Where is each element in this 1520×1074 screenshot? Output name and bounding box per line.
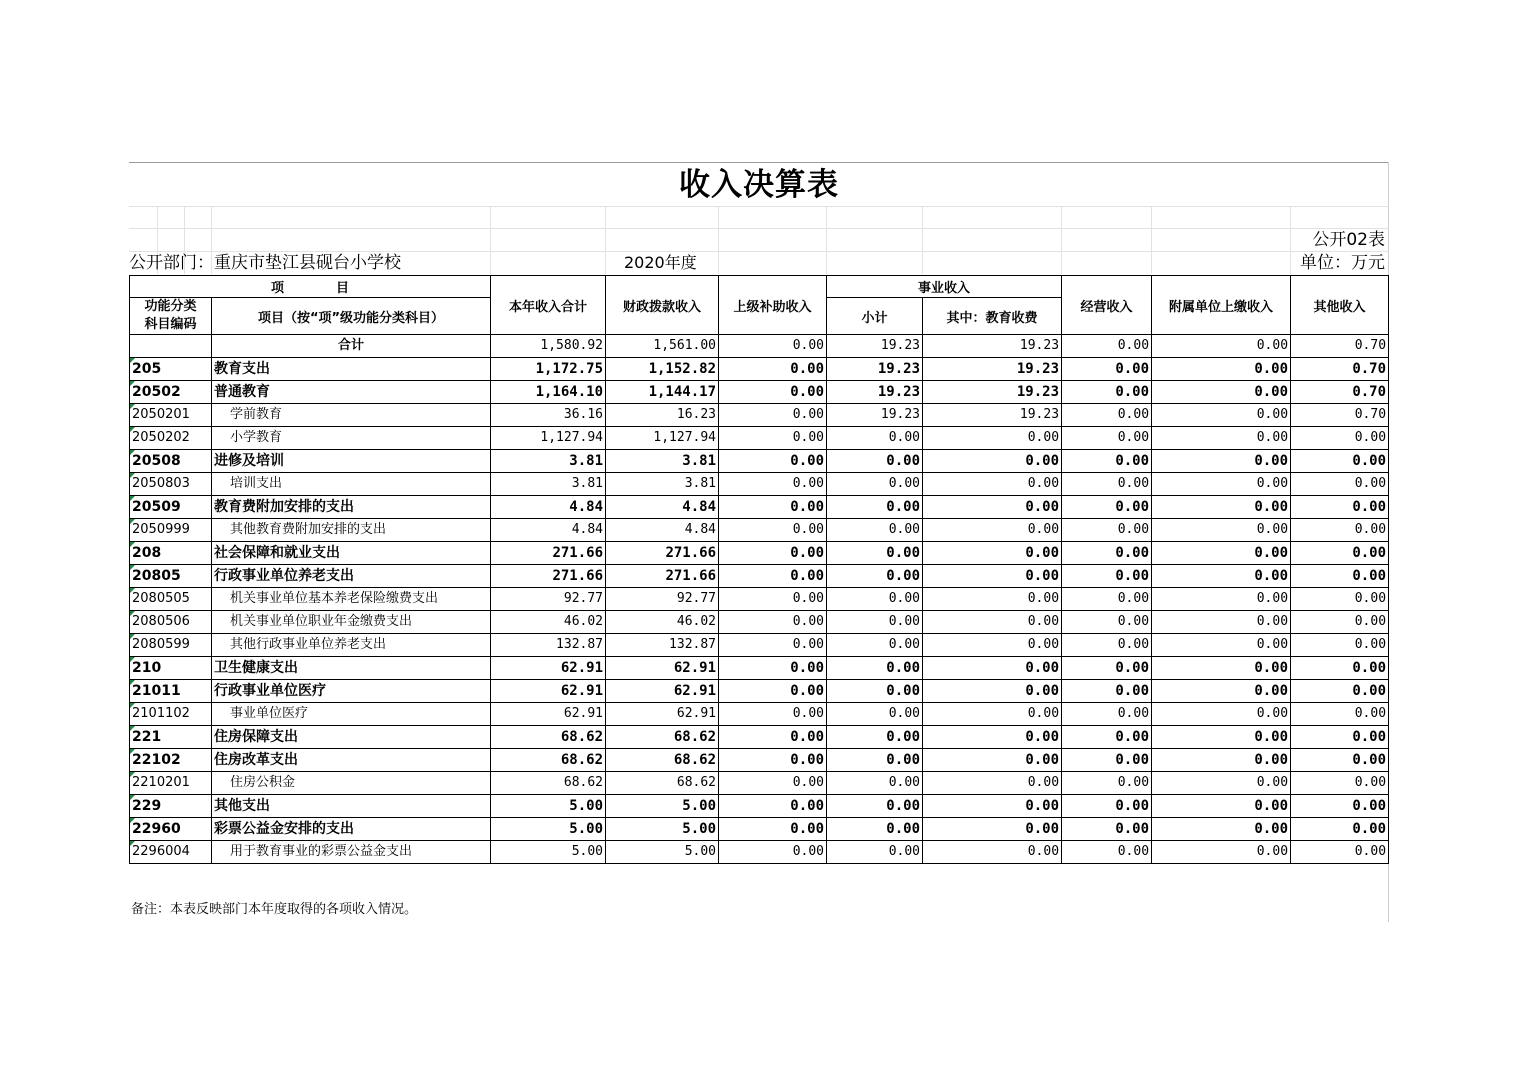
- cell-operating: 0.00: [1062, 427, 1152, 450]
- cell-fiscal: 1,144.17: [606, 381, 719, 404]
- cell-edu-fee: 0.00: [923, 749, 1062, 772]
- cell-code: 2080599: [130, 634, 212, 657]
- cell-item-name: 学前教育: [212, 404, 491, 427]
- cell-item-name: 机关事业单位基本养老保险缴费支出: [212, 588, 491, 611]
- cell-affiliated: 0.00: [1152, 772, 1291, 795]
- cell-other: 0.00: [1291, 496, 1389, 519]
- cell-subtotal: 0.00: [827, 427, 923, 450]
- cell-operating: 0.00: [1062, 473, 1152, 496]
- cell-code: 20502: [130, 381, 212, 404]
- cell-other: 0.00: [1291, 657, 1389, 680]
- cell-affiliated: 0.00: [1152, 335, 1291, 358]
- cell-item-name: 普通教育: [212, 381, 491, 404]
- cell-code: 2080505: [130, 588, 212, 611]
- cell-fiscal: 62.91: [606, 680, 719, 703]
- cell-superior: 0.00: [719, 657, 827, 680]
- cell-total: 1,172.75: [491, 358, 606, 381]
- cell-item-name: 住房改革支出: [212, 749, 491, 772]
- cell-affiliated: 0.00: [1152, 795, 1291, 818]
- table-row: [130, 496, 1389, 519]
- cell-fiscal: 5.00: [606, 841, 719, 864]
- cell-operating: 0.00: [1062, 795, 1152, 818]
- table-row: [130, 588, 1389, 611]
- cell-item-name: 其他教育费附加安排的支出: [212, 519, 491, 542]
- cell-item-name: 其他行政事业单位养老支出: [212, 634, 491, 657]
- cell-operating: 0.00: [1062, 565, 1152, 588]
- cell-superior: 0.00: [719, 772, 827, 795]
- cell-subtotal: 0.00: [827, 450, 923, 473]
- cell-superior: 0.00: [719, 749, 827, 772]
- cell-subtotal: 0.00: [827, 657, 923, 680]
- cell-other: 0.00: [1291, 749, 1389, 772]
- cell-subtotal: 0.00: [827, 703, 923, 726]
- cell-affiliated: 0.00: [1152, 703, 1291, 726]
- cell-operating: 0.00: [1062, 588, 1152, 611]
- header-item-group: 项 目: [130, 276, 491, 298]
- cell-total: 271.66: [491, 542, 606, 565]
- cell-fiscal: 62.91: [606, 657, 719, 680]
- cell-affiliated: 0.00: [1152, 611, 1291, 634]
- header-func-code: 功能分类 科目编码: [130, 298, 212, 335]
- cell-edu-fee: 0.00: [923, 703, 1062, 726]
- table-row: [130, 565, 1389, 588]
- grid-line: [1061, 206, 1062, 274]
- cell-fiscal: 132.87: [606, 634, 719, 657]
- cell-other: 0.00: [1291, 611, 1389, 634]
- cell-other: 0.00: [1291, 726, 1389, 749]
- cell-total: 1,127.94: [491, 427, 606, 450]
- cell-item-name: 机关事业单位职业年金缴费支出: [212, 611, 491, 634]
- cell-affiliated: 0.00: [1152, 726, 1291, 749]
- cell-total: 5.00: [491, 795, 606, 818]
- cell-subtotal: 0.00: [827, 634, 923, 657]
- cell-total: 46.02: [491, 611, 606, 634]
- cell-fiscal: 1,152.82: [606, 358, 719, 381]
- cell-fiscal: 271.66: [606, 565, 719, 588]
- table-row: [130, 680, 1389, 703]
- cell-fiscal: 5.00: [606, 795, 719, 818]
- cell-item-name: 合计: [212, 335, 491, 358]
- cell-item-name: 住房保障支出: [212, 726, 491, 749]
- cell-operating: 0.00: [1062, 542, 1152, 565]
- table-row: [130, 404, 1389, 427]
- cell-total: 62.91: [491, 657, 606, 680]
- cell-code: 2296004: [130, 841, 212, 864]
- cell-code: 22102: [130, 749, 212, 772]
- cell-superior: 0.00: [719, 703, 827, 726]
- cell-item-name: 用于教育事业的彩票公益金支出: [212, 841, 491, 864]
- cell-edu-fee: 0.00: [923, 542, 1062, 565]
- cell-affiliated: 0.00: [1152, 749, 1291, 772]
- cell-affiliated: 0.00: [1152, 841, 1291, 864]
- cell-item-name: 教育支出: [212, 358, 491, 381]
- cell-subtotal: 0.00: [827, 795, 923, 818]
- cell-superior: 0.00: [719, 427, 827, 450]
- cell-other: 0.00: [1291, 542, 1389, 565]
- cell-code: 2101102: [130, 703, 212, 726]
- cell-subtotal: 19.23: [827, 358, 923, 381]
- department-label: 公开部门：重庆市垫江县砚台小学校: [129, 253, 401, 273]
- cell-affiliated: 0.00: [1152, 404, 1291, 427]
- cell-other: 0.00: [1291, 818, 1389, 841]
- income-table: [129, 275, 1389, 864]
- cell-total: 62.91: [491, 703, 606, 726]
- cell-edu-fee: 19.23: [923, 358, 1062, 381]
- cell-other: 0.70: [1291, 335, 1389, 358]
- cell-superior: 0.00: [719, 634, 827, 657]
- table-body: [130, 335, 1389, 864]
- grid-line: [129, 206, 1389, 207]
- cell-edu-fee: 19.23: [923, 381, 1062, 404]
- cell-subtotal: 0.00: [827, 565, 923, 588]
- cell-affiliated: 0.00: [1152, 473, 1291, 496]
- cell-total: 62.91: [491, 680, 606, 703]
- cell-edu-fee: 0.00: [923, 726, 1062, 749]
- cell-other: 0.70: [1291, 358, 1389, 381]
- cell-affiliated: 0.00: [1152, 818, 1291, 841]
- table-row: [130, 473, 1389, 496]
- grid-line: [1151, 206, 1152, 274]
- grid-line: [718, 206, 719, 274]
- table-row: [130, 358, 1389, 381]
- header-operating: 经营收入: [1062, 276, 1152, 335]
- cell-fiscal: 1,127.94: [606, 427, 719, 450]
- grid-line: [605, 206, 606, 274]
- cell-code: 2050803: [130, 473, 212, 496]
- cell-fiscal: 1,561.00: [606, 335, 719, 358]
- cell-superior: 0.00: [719, 450, 827, 473]
- cell-other: 0.00: [1291, 841, 1389, 864]
- cell-code: 2050999: [130, 519, 212, 542]
- cell-affiliated: 0.00: [1152, 634, 1291, 657]
- header-business-group: 事业收入: [827, 276, 1062, 298]
- cell-superior: 0.00: [719, 335, 827, 358]
- cell-code: 21011: [130, 680, 212, 703]
- cell-operating: 0.00: [1062, 496, 1152, 519]
- cell-total: 4.84: [491, 519, 606, 542]
- cell-item-name: 培训支出: [212, 473, 491, 496]
- cell-code: 20509: [130, 496, 212, 519]
- grid-line: [922, 206, 923, 274]
- cell-code: 2080506: [130, 611, 212, 634]
- cell-subtotal: 0.00: [827, 726, 923, 749]
- cell-other: 0.00: [1291, 795, 1389, 818]
- cell-affiliated: 0.00: [1152, 657, 1291, 680]
- cell-code: [130, 335, 212, 358]
- cell-code: 22960: [130, 818, 212, 841]
- table-row: [130, 703, 1389, 726]
- cell-item-name: 卫生健康支出: [212, 657, 491, 680]
- cell-edu-fee: 0.00: [923, 680, 1062, 703]
- cell-total: 4.84: [491, 496, 606, 519]
- page-title: 收入决算表: [679, 167, 839, 203]
- cell-total: 92.77: [491, 588, 606, 611]
- cell-other: 0.00: [1291, 473, 1389, 496]
- table-row: [130, 611, 1389, 634]
- cell-item-name: 行政事业单位养老支出: [212, 565, 491, 588]
- cell-operating: 0.00: [1062, 381, 1152, 404]
- table-row: [130, 726, 1389, 749]
- cell-other: 0.00: [1291, 519, 1389, 542]
- cell-subtotal: 0.00: [827, 588, 923, 611]
- cell-operating: 0.00: [1062, 358, 1152, 381]
- cell-operating: 0.00: [1062, 335, 1152, 358]
- cell-operating: 0.00: [1062, 772, 1152, 795]
- cell-total: 68.62: [491, 749, 606, 772]
- cell-other: 0.00: [1291, 427, 1389, 450]
- cell-superior: 0.00: [719, 542, 827, 565]
- cell-subtotal: 0.00: [827, 519, 923, 542]
- cell-affiliated: 0.00: [1152, 680, 1291, 703]
- cell-edu-fee: 0.00: [923, 565, 1062, 588]
- cell-other: 0.00: [1291, 450, 1389, 473]
- cell-superior: 0.00: [719, 818, 827, 841]
- cell-item-name: 小学教育: [212, 427, 491, 450]
- cell-total: 5.00: [491, 841, 606, 864]
- table-row: [130, 841, 1389, 864]
- table-row: [130, 519, 1389, 542]
- cell-other: 0.00: [1291, 588, 1389, 611]
- cell-subtotal: 0.00: [827, 473, 923, 496]
- cell-code: 2050201: [130, 404, 212, 427]
- cell-edu-fee: 0.00: [923, 634, 1062, 657]
- cell-total: 3.81: [491, 450, 606, 473]
- cell-affiliated: 0.00: [1152, 565, 1291, 588]
- cell-fiscal: 3.81: [606, 473, 719, 496]
- cell-subtotal: 19.23: [827, 335, 923, 358]
- cell-other: 0.70: [1291, 404, 1389, 427]
- cell-code: 205: [130, 358, 212, 381]
- cell-fiscal: 68.62: [606, 749, 719, 772]
- table-row: [130, 772, 1389, 795]
- cell-code: 20508: [130, 450, 212, 473]
- cell-total: 68.62: [491, 772, 606, 795]
- cell-fiscal: 92.77: [606, 588, 719, 611]
- grid-line: [826, 206, 827, 274]
- cell-subtotal: 0.00: [827, 841, 923, 864]
- cell-edu-fee: 0.00: [923, 496, 1062, 519]
- cell-fiscal: 3.81: [606, 450, 719, 473]
- cell-edu-fee: 0.00: [923, 427, 1062, 450]
- cell-other: 0.00: [1291, 703, 1389, 726]
- cell-operating: 0.00: [1062, 818, 1152, 841]
- cell-superior: 0.00: [719, 841, 827, 864]
- cell-operating: 0.00: [1062, 680, 1152, 703]
- cell-total: 68.62: [491, 726, 606, 749]
- cell-affiliated: 0.00: [1152, 427, 1291, 450]
- cell-edu-fee: 0.00: [923, 795, 1062, 818]
- cell-code: 221: [130, 726, 212, 749]
- cell-affiliated: 0.00: [1152, 519, 1291, 542]
- table-row: [130, 542, 1389, 565]
- cell-item-name: 其他支出: [212, 795, 491, 818]
- header-affiliated: 附属单位上缴收入: [1152, 276, 1291, 335]
- header-item-name: 项目（按“项”级功能分类科目）: [212, 298, 491, 335]
- table-row: [130, 381, 1389, 404]
- cell-fiscal: 271.66: [606, 542, 719, 565]
- cell-affiliated: 0.00: [1152, 542, 1291, 565]
- footnote: 备注：本表反映部门本年度取得的各项收入情况。: [131, 902, 418, 917]
- cell-superior: 0.00: [719, 795, 827, 818]
- cell-edu-fee: 19.23: [923, 404, 1062, 427]
- cell-item-name: 社会保障和就业支出: [212, 542, 491, 565]
- header-total: 本年收入合计: [491, 276, 606, 335]
- cell-operating: 0.00: [1062, 634, 1152, 657]
- table-row: [130, 335, 1389, 358]
- cell-fiscal: 4.84: [606, 519, 719, 542]
- cell-other: 0.70: [1291, 381, 1389, 404]
- cell-subtotal: 19.23: [827, 404, 923, 427]
- cell-superior: 0.00: [719, 381, 827, 404]
- cell-superior: 0.00: [719, 726, 827, 749]
- cell-affiliated: 0.00: [1152, 358, 1291, 381]
- cell-code: 2210201: [130, 772, 212, 795]
- cell-affiliated: 0.00: [1152, 381, 1291, 404]
- cell-code: 20805: [130, 565, 212, 588]
- cell-code: 208: [130, 542, 212, 565]
- cell-subtotal: 0.00: [827, 772, 923, 795]
- cell-operating: 0.00: [1062, 841, 1152, 864]
- cell-other: 0.00: [1291, 565, 1389, 588]
- cell-item-name: 行政事业单位医疗: [212, 680, 491, 703]
- cell-superior: 0.00: [719, 588, 827, 611]
- cell-other: 0.00: [1291, 680, 1389, 703]
- table-id: 公开02表: [1312, 230, 1385, 250]
- cell-operating: 0.00: [1062, 657, 1152, 680]
- cell-total: 36.16: [491, 404, 606, 427]
- cell-affiliated: 0.00: [1152, 588, 1291, 611]
- grid-line: [490, 206, 491, 274]
- cell-superior: 0.00: [719, 404, 827, 427]
- cell-subtotal: 0.00: [827, 542, 923, 565]
- cell-superior: 0.00: [719, 565, 827, 588]
- cell-operating: 0.00: [1062, 404, 1152, 427]
- cell-operating: 0.00: [1062, 703, 1152, 726]
- cell-subtotal: 0.00: [827, 818, 923, 841]
- header-fiscal: 财政拨款收入: [606, 276, 719, 335]
- cell-other: 0.00: [1291, 772, 1389, 795]
- cell-fiscal: 68.62: [606, 726, 719, 749]
- cell-edu-fee: 0.00: [923, 818, 1062, 841]
- header-other: 其他收入: [1291, 276, 1389, 335]
- cell-total: 1,580.92: [491, 335, 606, 358]
- cell-fiscal: 46.02: [606, 611, 719, 634]
- cell-edu-fee: 0.00: [923, 519, 1062, 542]
- unit-label: 单位：万元: [1300, 253, 1385, 273]
- cell-superior: 0.00: [719, 358, 827, 381]
- cell-affiliated: 0.00: [1152, 450, 1291, 473]
- grid-line: [1290, 206, 1291, 274]
- cell-edu-fee: 0.00: [923, 611, 1062, 634]
- header-edu-fee: 其中：教育收费: [923, 298, 1062, 335]
- cell-item-name: 进修及培训: [212, 450, 491, 473]
- cell-code: 210: [130, 657, 212, 680]
- header-superior: 上级补助收入: [719, 276, 827, 335]
- cell-edu-fee: 19.23: [923, 335, 1062, 358]
- cell-superior: 0.00: [719, 611, 827, 634]
- cell-total: 5.00: [491, 818, 606, 841]
- cell-superior: 0.00: [719, 519, 827, 542]
- table-row: [130, 749, 1389, 772]
- table-row: [130, 427, 1389, 450]
- cell-edu-fee: 0.00: [923, 772, 1062, 795]
- table-row: [130, 795, 1389, 818]
- cell-total: 1,164.10: [491, 381, 606, 404]
- cell-operating: 0.00: [1062, 726, 1152, 749]
- cell-operating: 0.00: [1062, 519, 1152, 542]
- cell-edu-fee: 0.00: [923, 588, 1062, 611]
- cell-total: 271.66: [491, 565, 606, 588]
- cell-edu-fee: 0.00: [923, 473, 1062, 496]
- cell-edu-fee: 0.00: [923, 657, 1062, 680]
- cell-subtotal: 0.00: [827, 749, 923, 772]
- cell-item-name: 彩票公益金安排的支出: [212, 818, 491, 841]
- cell-edu-fee: 0.00: [923, 450, 1062, 473]
- cell-item-name: 住房公积金: [212, 772, 491, 795]
- cell-subtotal: 0.00: [827, 680, 923, 703]
- table-row: [130, 450, 1389, 473]
- cell-operating: 0.00: [1062, 611, 1152, 634]
- cell-subtotal: 19.23: [827, 381, 923, 404]
- fiscal-year: 2020年度: [624, 253, 697, 272]
- cell-superior: 0.00: [719, 496, 827, 519]
- cell-subtotal: 0.00: [827, 496, 923, 519]
- table-header: [130, 276, 1389, 335]
- grid-line: [129, 228, 1389, 229]
- cell-item-name: 事业单位医疗: [212, 703, 491, 726]
- cell-code: 229: [130, 795, 212, 818]
- cell-operating: 0.00: [1062, 450, 1152, 473]
- cell-other: 0.00: [1291, 634, 1389, 657]
- cell-fiscal: 16.23: [606, 404, 719, 427]
- cell-item-name: 教育费附加安排的支出: [212, 496, 491, 519]
- cell-operating: 0.00: [1062, 749, 1152, 772]
- cell-fiscal: 4.84: [606, 496, 719, 519]
- table-row: [130, 657, 1389, 680]
- cell-superior: 0.00: [719, 473, 827, 496]
- table-row: [130, 634, 1389, 657]
- cell-edu-fee: 0.00: [923, 841, 1062, 864]
- header-subtotal: 小计: [827, 298, 923, 335]
- cell-code: 2050202: [130, 427, 212, 450]
- cell-affiliated: 0.00: [1152, 496, 1291, 519]
- cell-fiscal: 5.00: [606, 818, 719, 841]
- cell-superior: 0.00: [719, 680, 827, 703]
- cell-fiscal: 62.91: [606, 703, 719, 726]
- table-row: [130, 818, 1389, 841]
- cell-total: 132.87: [491, 634, 606, 657]
- cell-subtotal: 0.00: [827, 611, 923, 634]
- cell-total: 3.81: [491, 473, 606, 496]
- cell-fiscal: 68.62: [606, 772, 719, 795]
